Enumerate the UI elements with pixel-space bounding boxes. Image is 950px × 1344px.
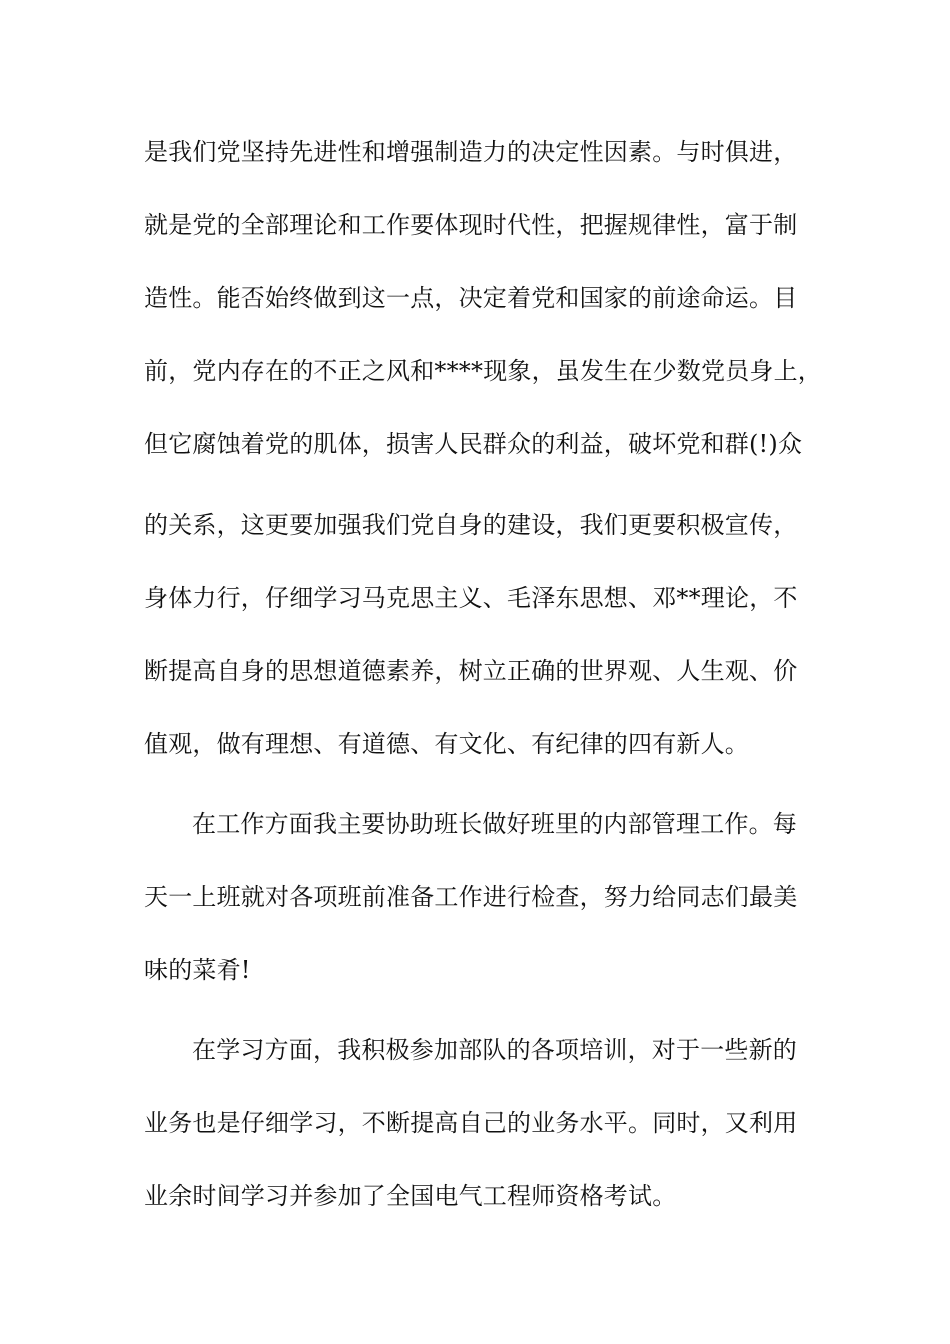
text-line: 断提高自身的思想道德素养，树立正确的世界观、人生观、价 (144, 657, 798, 685)
text-line: 天一上班就对各项班前准备工作进行检查，努力给同志们最美 (144, 883, 798, 911)
text-line: 业务也是仔细学习，不断提高自己的业务水平。同时，又利用 (144, 1109, 798, 1137)
text-line: 前，党内存在的不正之风和****现象，虽发生在少数党员身上， (144, 357, 822, 385)
text-line: 但它腐蚀着党的肌体，损害人民群众的利益，破坏党和群(!)众 (144, 430, 803, 458)
text-line: 造性。能否始终做到这一点，决定着党和国家的前途命运。目 (144, 284, 798, 312)
text-line: 业余时间学习并参加了全国电气工程师资格考试。 (144, 1182, 677, 1210)
text-line: 值观，做有理想、有道德、有文化、有纪律的四有新人。 (144, 730, 749, 758)
text-line: 就是党的全部理论和工作要体现时代性，把握规律性，富于制 (144, 211, 798, 239)
text-line: 是我们党坚持先进性和增强制造力的决定性因素。与时俱进， (144, 138, 798, 166)
text-line: 身体力行，仔细学习马克思主义、毛泽东思想、邓**理论，不 (144, 584, 798, 612)
text-line: 的关系，这更要加强我们党自身的建设，我们更要积极宣传， (144, 511, 798, 539)
text-line: 味的菜肴! (144, 956, 251, 984)
paragraph-first-line: 在工作方面我主要协助班长做好班里的内部管理工作。每 (192, 810, 797, 838)
paragraph-first-line: 在学习方面，我积极参加部队的各项培训，对于一些新的 (192, 1036, 797, 1064)
